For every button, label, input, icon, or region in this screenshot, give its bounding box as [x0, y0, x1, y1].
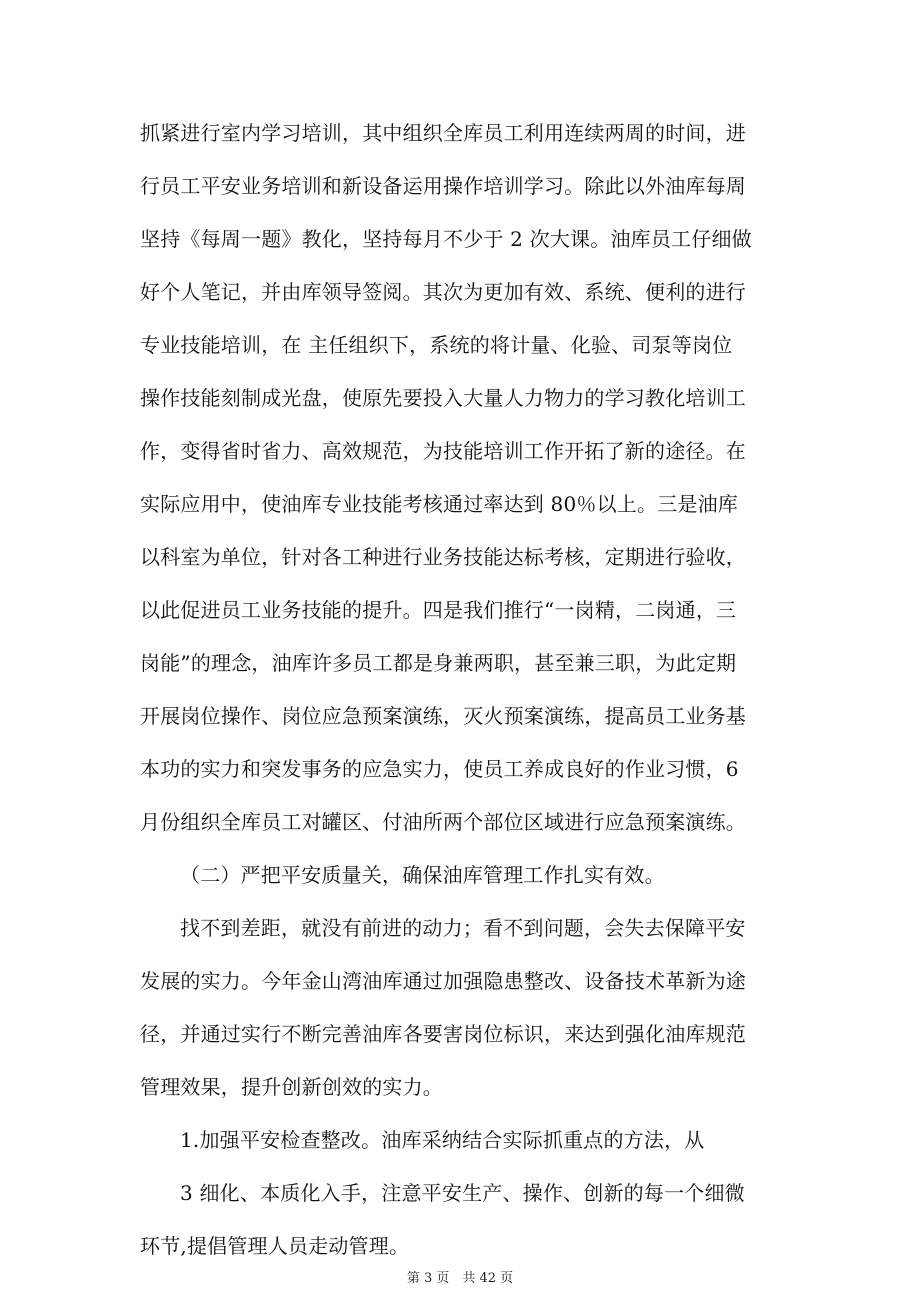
paragraph-line: 操作技能刻制成光盘，使原先要投入大量人力物力的学习教化培训工 — [140, 386, 746, 410]
paragraph-line: 以科室为单位，针对各工种进行业务技能达标考核，定期进行验收， — [140, 545, 746, 569]
paragraph-line: 好个人笔记，并由库领导签阅。其次为更加有效、系统、便利的进行 — [140, 280, 746, 304]
list-item-heading: 1.加强平安检查整改。油库采纳结合实际抓重点的方法，从 — [180, 1128, 705, 1152]
paragraph-line: 坚持《每周一题》教化，坚持每月不少于 2 次大课。油库员工仔细做 — [140, 227, 752, 251]
paragraph-line: 行员工平安业务培训和新设备运用操作培训学习。除此以外油库每周 — [140, 174, 746, 198]
paragraph-line: 环节,提倡管理人员走动管理。 — [140, 1234, 410, 1258]
paragraph-line: 岗能”的理念，油库许多员工都是身兼两职，甚至兼三职，为此定期 — [140, 651, 737, 675]
paragraph-line: 3 细化、本质化入手，注意平安生产、操作、创新的每一个细微 — [180, 1181, 745, 1205]
paragraph-line: 发展的实力。今年金山湾油库通过加强隐患整改、设备技术革新为途 — [140, 969, 746, 993]
paragraph-line: 月份组织全库员工对罐区、付油所两个部位区域进行应急预案演练。 — [140, 810, 746, 834]
paragraph-line: 管理效果，提升创新创效的实力。 — [140, 1075, 443, 1099]
paragraph-line: 本功的实力和突发事务的应急实力，使员工养成良好的作业习惯，6 — [140, 757, 739, 781]
paragraph-line: 以此促进员工业务技能的提升。四是我们推行“一岗精，二岗通，三 — [140, 598, 737, 622]
paragraph-line: 实际应用中，使油库专业技能考核通过率达到 80％以上。三是油库 — [140, 492, 739, 516]
paragraph-line: 作，变得省时省力、高效规范，为技能培训工作开拓了新的途径。在 — [140, 439, 746, 463]
paragraph-line: 专业技能培训，在 主任组织下，系统的将计量、化验、司泵等岗位 — [140, 333, 733, 357]
paragraph-line: 找不到差距，就没有前进的动力；看不到问题，会失去保障平安 — [180, 916, 746, 940]
section-heading: （二）严把平安质量关，确保油库管理工作扎实有效。 — [180, 863, 665, 887]
page-number-footer: 第 3 页 共 42 页 — [406, 1271, 514, 1286]
paragraph-line: 径，并通过实行不断完善油库各要害岗位标识，来达到强化油库规范 — [140, 1022, 746, 1046]
paragraph-line: 开展岗位操作、岗位应急预案演练，灭火预案演练，提高员工业务基 — [140, 704, 746, 728]
paragraph-line: 抓紧进行室内学习培训，其中组织全库员工利用连续两周的时间，进 — [140, 121, 746, 145]
